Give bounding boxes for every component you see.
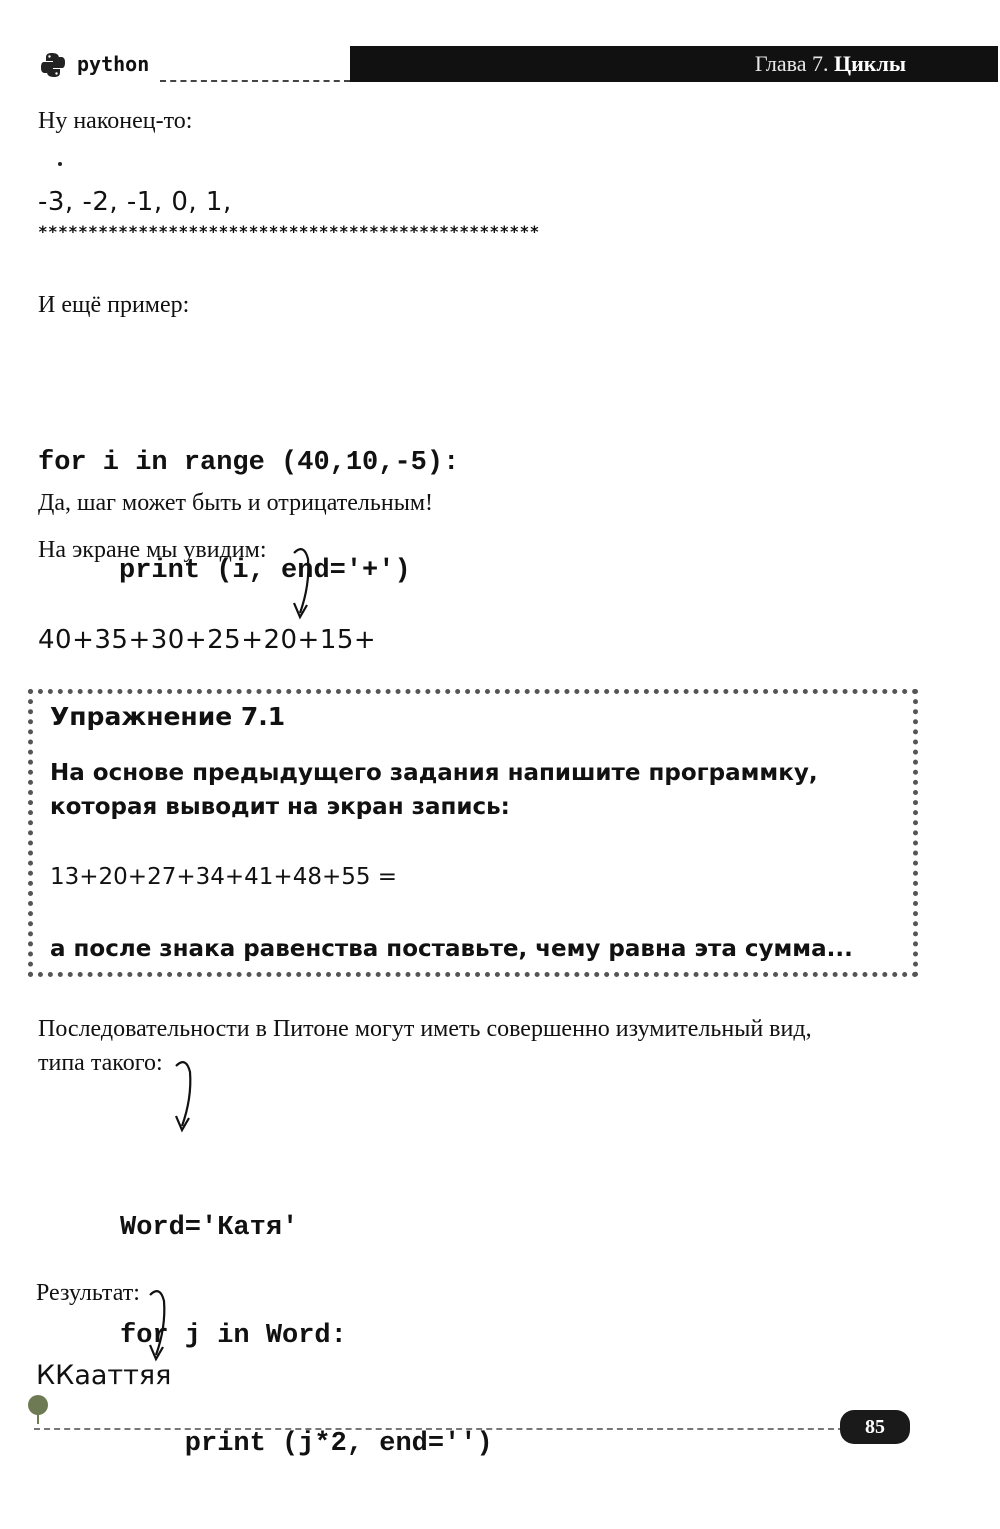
python-label: python	[77, 52, 150, 76]
sequences-text-line-1: Последовательности в Питоне могут иметь совершенно изумительный вид,	[38, 1016, 812, 1042]
output-sequence-1: -3, -2, -1, 0, 1,	[38, 187, 232, 217]
example-intro-text: И ещё пример:	[38, 292, 190, 318]
star-separator: **************************************************	[38, 222, 540, 241]
output-sequence-2: 40+35+30+25+20+15+	[38, 625, 377, 655]
pointer-arrow-icon	[172, 1058, 202, 1138]
exercise-line-3: а после знака равенства поставьте, чему равна эта сумма...	[50, 936, 853, 962]
pointer-arrow-icon	[146, 1287, 176, 1367]
page-number: 85	[840, 1410, 910, 1444]
screen-label: На экране мы увидим:	[38, 537, 267, 563]
intro-text: Ну наконец-то:	[38, 108, 193, 134]
header-divider	[160, 80, 350, 82]
exercise-line-1: На основе предыдущего задания напишите программку,	[50, 760, 818, 786]
python-logo-icon	[40, 52, 66, 78]
exercise-title: Упражнение 7.1	[50, 702, 286, 731]
sequences-text-line-2: типа такого:	[38, 1050, 163, 1076]
result-label: Результат:	[36, 1280, 140, 1306]
pointer-arrow-icon	[290, 545, 320, 625]
exercise-line-2: которая выводит на экран запись:	[50, 794, 510, 820]
chapter-title: Циклы	[834, 51, 906, 76]
result-output: ККааттяя	[36, 1360, 172, 1391]
note-text: Да, шаг может быть и отрицательным!	[38, 490, 434, 516]
code-line: for i in range (40,10,-5):	[38, 448, 460, 478]
exercise-expression: 13+20+27+34+41+48+55 =	[50, 864, 398, 890]
chapter-number: Глава 7.	[754, 51, 829, 76]
chapter-header	[350, 46, 998, 82]
footer-pin-stem	[37, 1412, 39, 1424]
stray-dot	[58, 162, 62, 166]
code-line: for j in Word:	[120, 1321, 347, 1351]
code-line: print (i, end='+')	[38, 556, 411, 586]
code-line: print (j*2, end='')	[120, 1429, 493, 1459]
footer-divider	[34, 1428, 844, 1430]
exercise-box	[28, 689, 918, 977]
code-line: Word='Катя'	[120, 1213, 299, 1243]
